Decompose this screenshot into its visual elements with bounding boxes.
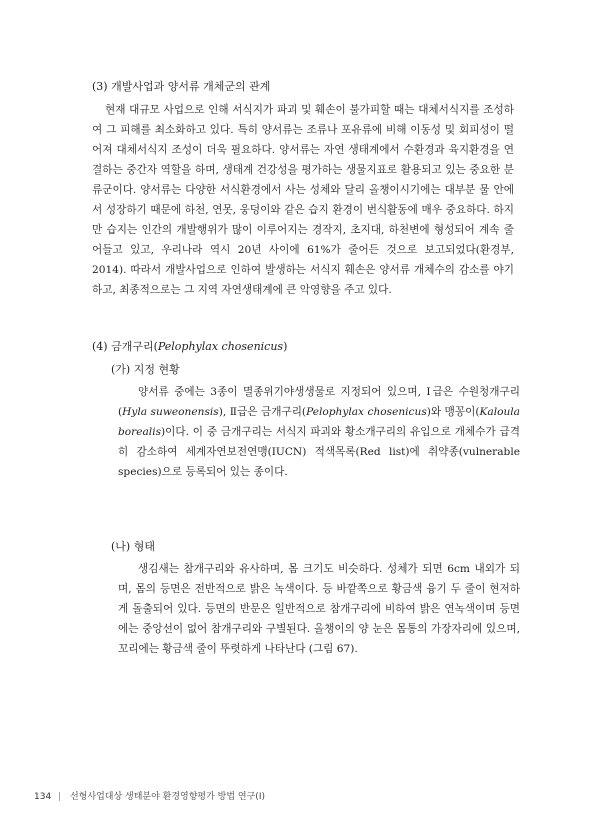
subsection-b-paragraph: 생김새는 참개구리와 유사하며, 몸 크기도 비슷하다. 성체가 되면 6cm 내외가 되며, 몸의 등면은 전반적으로 밝은 녹색이다. 등 바깥쪽으로 황금색 융기 두 줄이 현저하게 돌출되어 있다. 등면의 반문은 일반적으로 참개구리에 비하여 밝은 연녹색이며 등면에는 중앙선이 없어 참개구리와 구별된다. 올챙이의 양 눈은 몸통의 가장자리에 있으며, 꼬리에는 황금색 줄이 뚜렷하게 나타난다 (그림 67). [118, 563, 520, 655]
page-footer [34, 791, 265, 803]
subsection-b-heading: (나) 형태 [111, 540, 155, 553]
subsection-a-heading: (가) 지정 현황 [111, 363, 180, 376]
section-3-paragraph: 현재 대규모 사업으로 인해 서식지가 파괴 및 훼손이 불가피할 때는 대체서식지를 조성하여 그 피해를 최소화하고 있다. 특히 양서류는 조류나 포유류에 비해 이동성 및 회피성이 떨어져 대체서식지 조성이 더욱 필요하다. 양서류는 자연 생태계에서 수환경과 육지환경을 연결하는 중간자 역할을 하며, 생태계 건강성을 평가하는 생물지표로 활용되고 있는 중요한 분류군이다. 양서류는 다양한 서식환경에서 사는 성체와 달리 올챙이시기에는 대부분 물 안에서 성장하기 때문에 하천, 연못, 웅덩이와 같은 습지 환경이 번식활동에 매우 중요하다. 하지만 습지는 인간의 개발행위가 많이 이루어지는 경작지, 초지대, 하천변에 형성되어 계속 줄어들고 있고, 우리나라 역시 20년 사이에 61%가 줄어든 것으로 보고되었다(환경부, 2014). 따라서 개발사업으로 인하여 발생하는 서식지 훼손은 양서류 개체수의 감소를 야기하고, 최종적으로는 그 지역 자연생태계에 큰 악영향을 주고 있다. [92, 104, 514, 296]
section-4-heading [92, 340, 287, 354]
section-4-heading-prefix: (4) 금개구리( [92, 340, 158, 353]
section-3-heading: (3) 개발사업과 양서류 개체군의 관계 [92, 80, 271, 93]
footer-title: 선형사업대상 생태분야 환경영향평가 방법 연구(Ⅰ) [69, 792, 265, 802]
section-4-heading-suffix: ) [283, 340, 288, 353]
sci-name-kaloula-borealis: Kaloula borealis [118, 406, 520, 438]
subsection-a-text-1: 양서류 중에는 3종이 멸종위기야생생물로 지정되어 있으며, Ⅰ급은 수원청개구리( [118, 386, 520, 418]
sci-name-pelophylax-chosenicus: Pelophylax chosenicus [306, 406, 427, 418]
section-4-heading-scientific-name: Pelophylax chosenicus [157, 340, 284, 353]
subsection-a-text-2: ), Ⅱ급은 금개구리( [218, 406, 307, 418]
subsection-a-text-4: )이다. 이 중 금개구리는 서식지 파괴와 황소개구리의 유입으로 개체수가 급격히 감소하여 세계자연보전연맹(IUCN) 적색목록(Red list)에 취약종(vulnerable species)으로 등록되어 있는 종이다. [118, 426, 520, 478]
page-number: 134 [34, 792, 52, 802]
subsection-a-text-3: )와 맹꽁이( [426, 406, 480, 418]
sci-name-hyla-suweonensis: Hyla suweonensis [122, 406, 219, 418]
subsection-a-paragraph [118, 382, 520, 522]
footer-separator: | [58, 792, 62, 802]
